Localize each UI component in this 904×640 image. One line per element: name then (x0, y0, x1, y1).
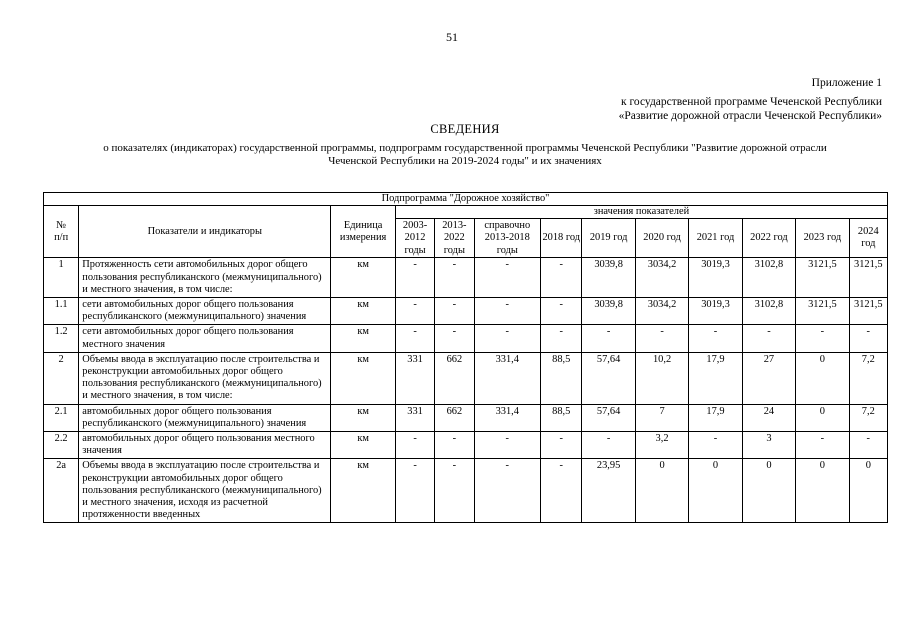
table-row (44, 352, 888, 404)
value-cell: - (474, 459, 541, 523)
value-cell: 0 (796, 459, 849, 523)
value-cell: - (474, 325, 541, 352)
row-number: 2а (44, 459, 79, 523)
indicator-name: автомобильных дорог общего пользования республиканского (межмуниципального) значения (79, 404, 331, 431)
table-row (44, 459, 888, 523)
header-values-group: значения показателей (395, 206, 887, 219)
header-year: 2003-2012 годы (395, 219, 434, 258)
value-cell: 57,64 (582, 404, 635, 431)
value-cell: 3034,2 (635, 298, 688, 325)
table-row (44, 404, 888, 431)
value-cell: - (742, 325, 795, 352)
header-year: 2022 год (742, 219, 795, 258)
value-cell: 662 (435, 352, 474, 404)
value-cell: 88,5 (541, 352, 582, 404)
value-cell: - (474, 298, 541, 325)
value-cell: 3102,8 (742, 258, 795, 298)
value-cell: 23,95 (582, 459, 635, 523)
value-cell: - (435, 459, 474, 523)
table-row (44, 432, 888, 459)
value-cell: 3019,3 (689, 298, 742, 325)
unit-cell: км (331, 432, 396, 459)
table-row (44, 325, 888, 352)
indicator-name: сети автомобильных дорог общего пользования республиканского (межмуниципального) значения (79, 298, 331, 325)
value-cell: - (474, 258, 541, 298)
value-cell: - (435, 432, 474, 459)
value-cell: 3 (742, 432, 795, 459)
value-cell: - (541, 459, 582, 523)
value-cell: - (849, 432, 887, 459)
subtitle-line-1: о показателях (индикаторах) государственной программы, подпрограмм государственной программы Чеченской Республики "Развитие дорожной отрасли (103, 142, 827, 154)
value-cell: 3019,3 (689, 258, 742, 298)
subprogram-caption: Подпрограмма "Дорожное хозяйство" (44, 193, 888, 206)
value-cell: - (635, 325, 688, 352)
value-cell: 331 (395, 352, 434, 404)
header-year: 2024 год (849, 219, 887, 258)
value-cell: 3039,8 (582, 258, 635, 298)
row-number: 1.1 (44, 298, 79, 325)
value-cell: 3,2 (635, 432, 688, 459)
value-cell: 3121,5 (849, 258, 887, 298)
row-number: 2 (44, 352, 79, 404)
annex-program-name: «Развитие дорожной отрасли Чеченской Республики» (618, 110, 882, 122)
table-row (44, 258, 888, 298)
value-cell: 0 (796, 404, 849, 431)
value-cell: - (849, 325, 887, 352)
value-cell: - (395, 325, 434, 352)
page-number: 51 (446, 30, 458, 44)
value-cell: 3039,8 (582, 298, 635, 325)
value-cell: 7,2 (849, 352, 887, 404)
row-number: 1 (44, 258, 79, 298)
row-number: 2.2 (44, 432, 79, 459)
header-year: 2013-2022 годы (435, 219, 474, 258)
document-title: СВЕДЕНИЯ (430, 122, 500, 136)
value-cell: - (541, 432, 582, 459)
value-cell: - (541, 325, 582, 352)
value-cell: - (435, 325, 474, 352)
value-cell: 0 (689, 459, 742, 523)
value-cell: 7 (635, 404, 688, 431)
row-number: 2.1 (44, 404, 79, 431)
unit-cell: км (331, 325, 396, 352)
value-cell: 331,4 (474, 352, 541, 404)
value-cell: 88,5 (541, 404, 582, 431)
value-cell: - (435, 258, 474, 298)
value-cell: 3121,5 (849, 298, 887, 325)
value-cell: - (689, 325, 742, 352)
header-year: 2021 год (689, 219, 742, 258)
value-cell: 662 (435, 404, 474, 431)
header-num: № п/п (44, 206, 79, 258)
header-unit: Единица измерения (331, 206, 396, 258)
value-cell: 57,64 (582, 352, 635, 404)
value-cell: - (689, 432, 742, 459)
indicator-name: Протяженность сети автомобильных дорог общего пользования республиканского (межмуниципального) и местного значения, в том числе: (79, 258, 331, 298)
value-cell: 0 (742, 459, 795, 523)
value-cell: 17,9 (689, 352, 742, 404)
annex-block (619, 76, 882, 123)
value-cell: 0 (796, 352, 849, 404)
unit-cell: км (331, 258, 396, 298)
value-cell: 27 (742, 352, 795, 404)
header-indicator: Показатели и индикаторы (79, 206, 331, 258)
document-subtitle (40, 142, 890, 168)
unit-cell: км (331, 404, 396, 431)
unit-cell: км (331, 459, 396, 523)
value-cell: - (435, 298, 474, 325)
unit-cell: км (331, 352, 396, 404)
value-cell: - (796, 432, 849, 459)
value-cell: 331 (395, 404, 434, 431)
table-row (44, 298, 888, 325)
header-year: 2019 год (582, 219, 635, 258)
value-cell: - (541, 298, 582, 325)
value-cell: - (395, 459, 434, 523)
value-cell: 0 (635, 459, 688, 523)
value-cell: 3102,8 (742, 298, 795, 325)
value-cell: 331,4 (474, 404, 541, 431)
header-year: 2023 год (796, 219, 849, 258)
value-cell: 3121,5 (796, 298, 849, 325)
header-year: 2018 год (541, 219, 582, 258)
subtitle-line-2: Чеченской Республики на 2019-2024 годы" и их значениях (328, 155, 602, 167)
value-cell: - (541, 258, 582, 298)
value-cell: 7,2 (849, 404, 887, 431)
value-cell: 17,9 (689, 404, 742, 431)
value-cell: 3034,2 (635, 258, 688, 298)
value-cell: - (395, 258, 434, 298)
value-cell: - (395, 432, 434, 459)
indicators-table (43, 192, 888, 523)
row-number: 1.2 (44, 325, 79, 352)
value-cell: - (582, 432, 635, 459)
header-year: справочно 2013-2018 годы (474, 219, 541, 258)
indicator-name: Объемы ввода в эксплуатацию после строительства и реконструкции автомобильных дорог общего пользования республиканского (межмуниципального) и местного значения, в том числе: (79, 352, 331, 404)
value-cell: - (796, 325, 849, 352)
annex-program-line: к государственной программе Чеченской Республики (621, 96, 882, 108)
value-cell: - (474, 432, 541, 459)
value-cell: - (395, 298, 434, 325)
indicator-name: сети автомобильных дорог общего пользования местного значения (79, 325, 331, 352)
value-cell: 0 (849, 459, 887, 523)
indicator-name: автомобильных дорог общего пользования местного значения (79, 432, 331, 459)
value-cell: 10,2 (635, 352, 688, 404)
value-cell: - (582, 325, 635, 352)
value-cell: 24 (742, 404, 795, 431)
value-cell: 3121,5 (796, 258, 849, 298)
indicator-name: Объемы ввода в эксплуатацию после строительства и реконструкции автомобильных дорог общего пользования республиканского (межмуниципального) и местного значения, исходя из расчетной протяженности введенных (79, 459, 331, 523)
annex-label: Приложение 1 (811, 77, 882, 89)
header-year: 2020 год (635, 219, 688, 258)
unit-cell: км (331, 298, 396, 325)
